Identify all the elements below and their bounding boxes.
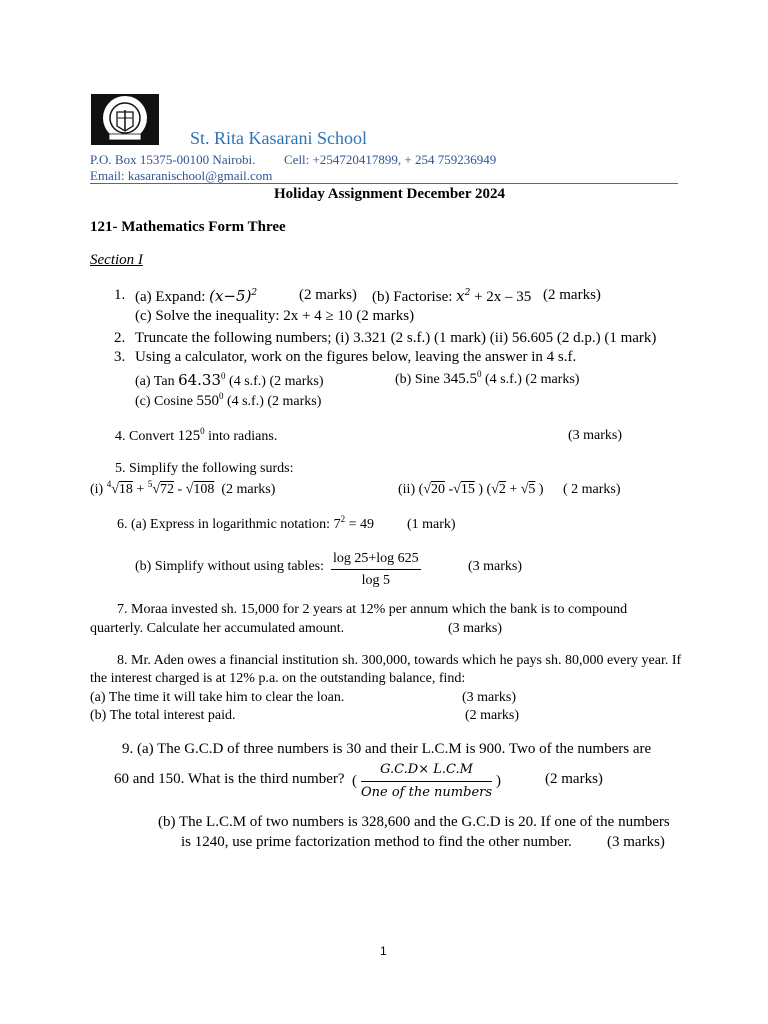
q9b-marks: (3 marks) — [607, 834, 665, 850]
q3-text: Using a calculator, work on the figures below, leaving the answer in 4 s.f. — [135, 349, 577, 365]
q4-value: 125 — [177, 428, 201, 444]
school-email: Email: kasaranischool@gmail.com — [90, 168, 273, 183]
school-cell: Cell: +254720417899, + 254 759236949 — [284, 152, 497, 167]
q3c: (c) Cosine $550^0$ (4 s.f.) (2 marks) — [135, 391, 322, 409]
q3a-value: 64.33 — [178, 371, 222, 389]
q3c-post: (4 s.f.) (2 marks) — [223, 394, 322, 409]
q6b-numerator: log 25+log 625 — [331, 549, 421, 570]
q1a-expression: $(x-5)^2$ — [209, 287, 258, 305]
q1b — [372, 287, 531, 306]
header-rule — [90, 183, 678, 184]
q1b-rest: + 2x – 35 — [470, 289, 532, 305]
page-number: 1 — [380, 944, 387, 958]
q3b-value: 345.5 — [443, 371, 477, 387]
q4-marks: (3 marks) — [568, 428, 623, 443]
q1-number: 1. — [114, 287, 126, 303]
q5-part-ii: (ii) (√20 -√15 ) (√2 + √5 ) — [398, 482, 544, 497]
q2-number: 2. — [114, 330, 126, 346]
q7-marks: (3 marks) — [448, 621, 503, 636]
q9b-line2: is 1240, use prime factorization method to find the other number. — [181, 834, 572, 850]
q3a-post: (4 s.f.) (2 marks) — [225, 374, 324, 389]
q1b-marks: (2 marks) — [543, 287, 601, 303]
q6b-marks: (3 marks) — [468, 559, 523, 574]
subject-heading: 121- Mathematics Form Three — [90, 219, 286, 235]
q4-post: into radians. — [204, 429, 278, 444]
q8b-marks: (2 marks) — [465, 708, 520, 723]
school-logo — [91, 94, 159, 145]
q9a-numerator: G.C.D× L.C.M — [361, 760, 492, 782]
q1b-label: (b) Factorise: — [372, 289, 453, 305]
q8a-marks: (3 marks) — [462, 690, 517, 705]
q7-line2: quarterly. Calculate her accumulated amount. — [90, 621, 345, 636]
q3b-pre: (b) Sine — [395, 372, 444, 387]
q5-ii-marks: ( 2 marks) — [563, 482, 621, 497]
assignment-title: Holiday Assignment December 2024 — [274, 186, 505, 202]
q3b: (b) Sine 345.5$^0$ (4 s.f.) (2 marks) — [395, 369, 580, 387]
q6b-denominator: log 5 — [361, 573, 391, 588]
q1b-x2: $x^2$ — [456, 287, 471, 305]
q4: 4. Convert $125^0$ into radians. — [115, 426, 278, 444]
q9a-line1: 9. (a) The G.C.D of three numbers is 30 and their L.C.M is 900. Two of the numbers are — [122, 741, 652, 757]
q3-number: 3. — [114, 349, 126, 365]
school-crest-icon — [91, 94, 159, 145]
school-name: St. Rita Kasarani School — [190, 128, 367, 148]
q1a — [135, 287, 257, 306]
q9a-denominator: One of the numbers — [361, 785, 493, 800]
q5-i-marks: (2 marks) — [221, 482, 276, 497]
q3c-pre: (c) Cosine — [135, 394, 197, 409]
q9a-fraction: ( $\frac{G.C.D\times L.C.M}{\text{One of the numbers}}$ ) — [352, 760, 501, 803]
section-heading: Section I — [90, 252, 143, 268]
q9a-marks: (2 marks) — [545, 771, 603, 787]
q8a: (a) The time it will take him to clear the loan. — [90, 690, 345, 705]
q6a-marks: (1 mark) — [407, 517, 456, 532]
q5-part-i: (i) $^4$√18 + $^5$√72 - √108 (2 marks) — [90, 479, 276, 497]
q3b-post: (4 s.f.) (2 marks) — [481, 372, 580, 387]
q1a-label: (a) Expand: — [135, 289, 206, 305]
q1a-marks: (2 marks) — [299, 287, 357, 303]
q1c: (c) Solve the inequality: 2x + 4 ≥ 10 (2 marks) — [135, 308, 415, 324]
school-address: P.O. Box 15375-00100 Nairobi. — [90, 152, 256, 167]
q3a: (a) Tan 64.33$^0$ (4 s.f.) (2 marks) — [135, 371, 324, 389]
q7-line1: 7. Moraa invested sh. 15,000 for 2 years at 12% per annum which the bank is to compound — [117, 602, 628, 617]
q9a-line2: 60 and 150. What is the third number? — [114, 771, 345, 787]
q6b-text: (b) Simplify without using tables: — [135, 559, 324, 574]
q8-line1: 8. Mr. Aden owes a financial institution sh. 300,000, towards which he pays sh. 80,000 every year. If — [117, 653, 682, 668]
q6b-fraction — [331, 549, 421, 590]
q5-text: 5. Simplify the following surds: — [115, 461, 294, 476]
q2-text: Truncate the following numbers; (i) 3.321 (2 s.f.) (1 mark) (ii) 56.605 (2 d.p.) (1 mark) — [135, 330, 657, 346]
q3a-pre: (a) Tan — [135, 374, 179, 389]
q3c-value: 550 — [196, 393, 219, 409]
q6a: 6. (a) Express in logarithmic notation: $7^2 = 49$ — [117, 514, 374, 532]
q4-pre: 4. Convert — [115, 429, 178, 444]
q8b: (b) The total interest paid. — [90, 708, 236, 723]
q6a-pre: 6. (a) Express in logarithmic notation: 7 — [117, 517, 341, 532]
q6a-post: = 49 — [345, 517, 374, 532]
q8-line2: the interest charged is at 12% p.a. on the outstanding balance, find: — [90, 671, 466, 686]
q9b-line1: (b) The L.C.M of two numbers is 328,600 and the G.C.D is 20. If one of the numbers — [158, 814, 670, 830]
